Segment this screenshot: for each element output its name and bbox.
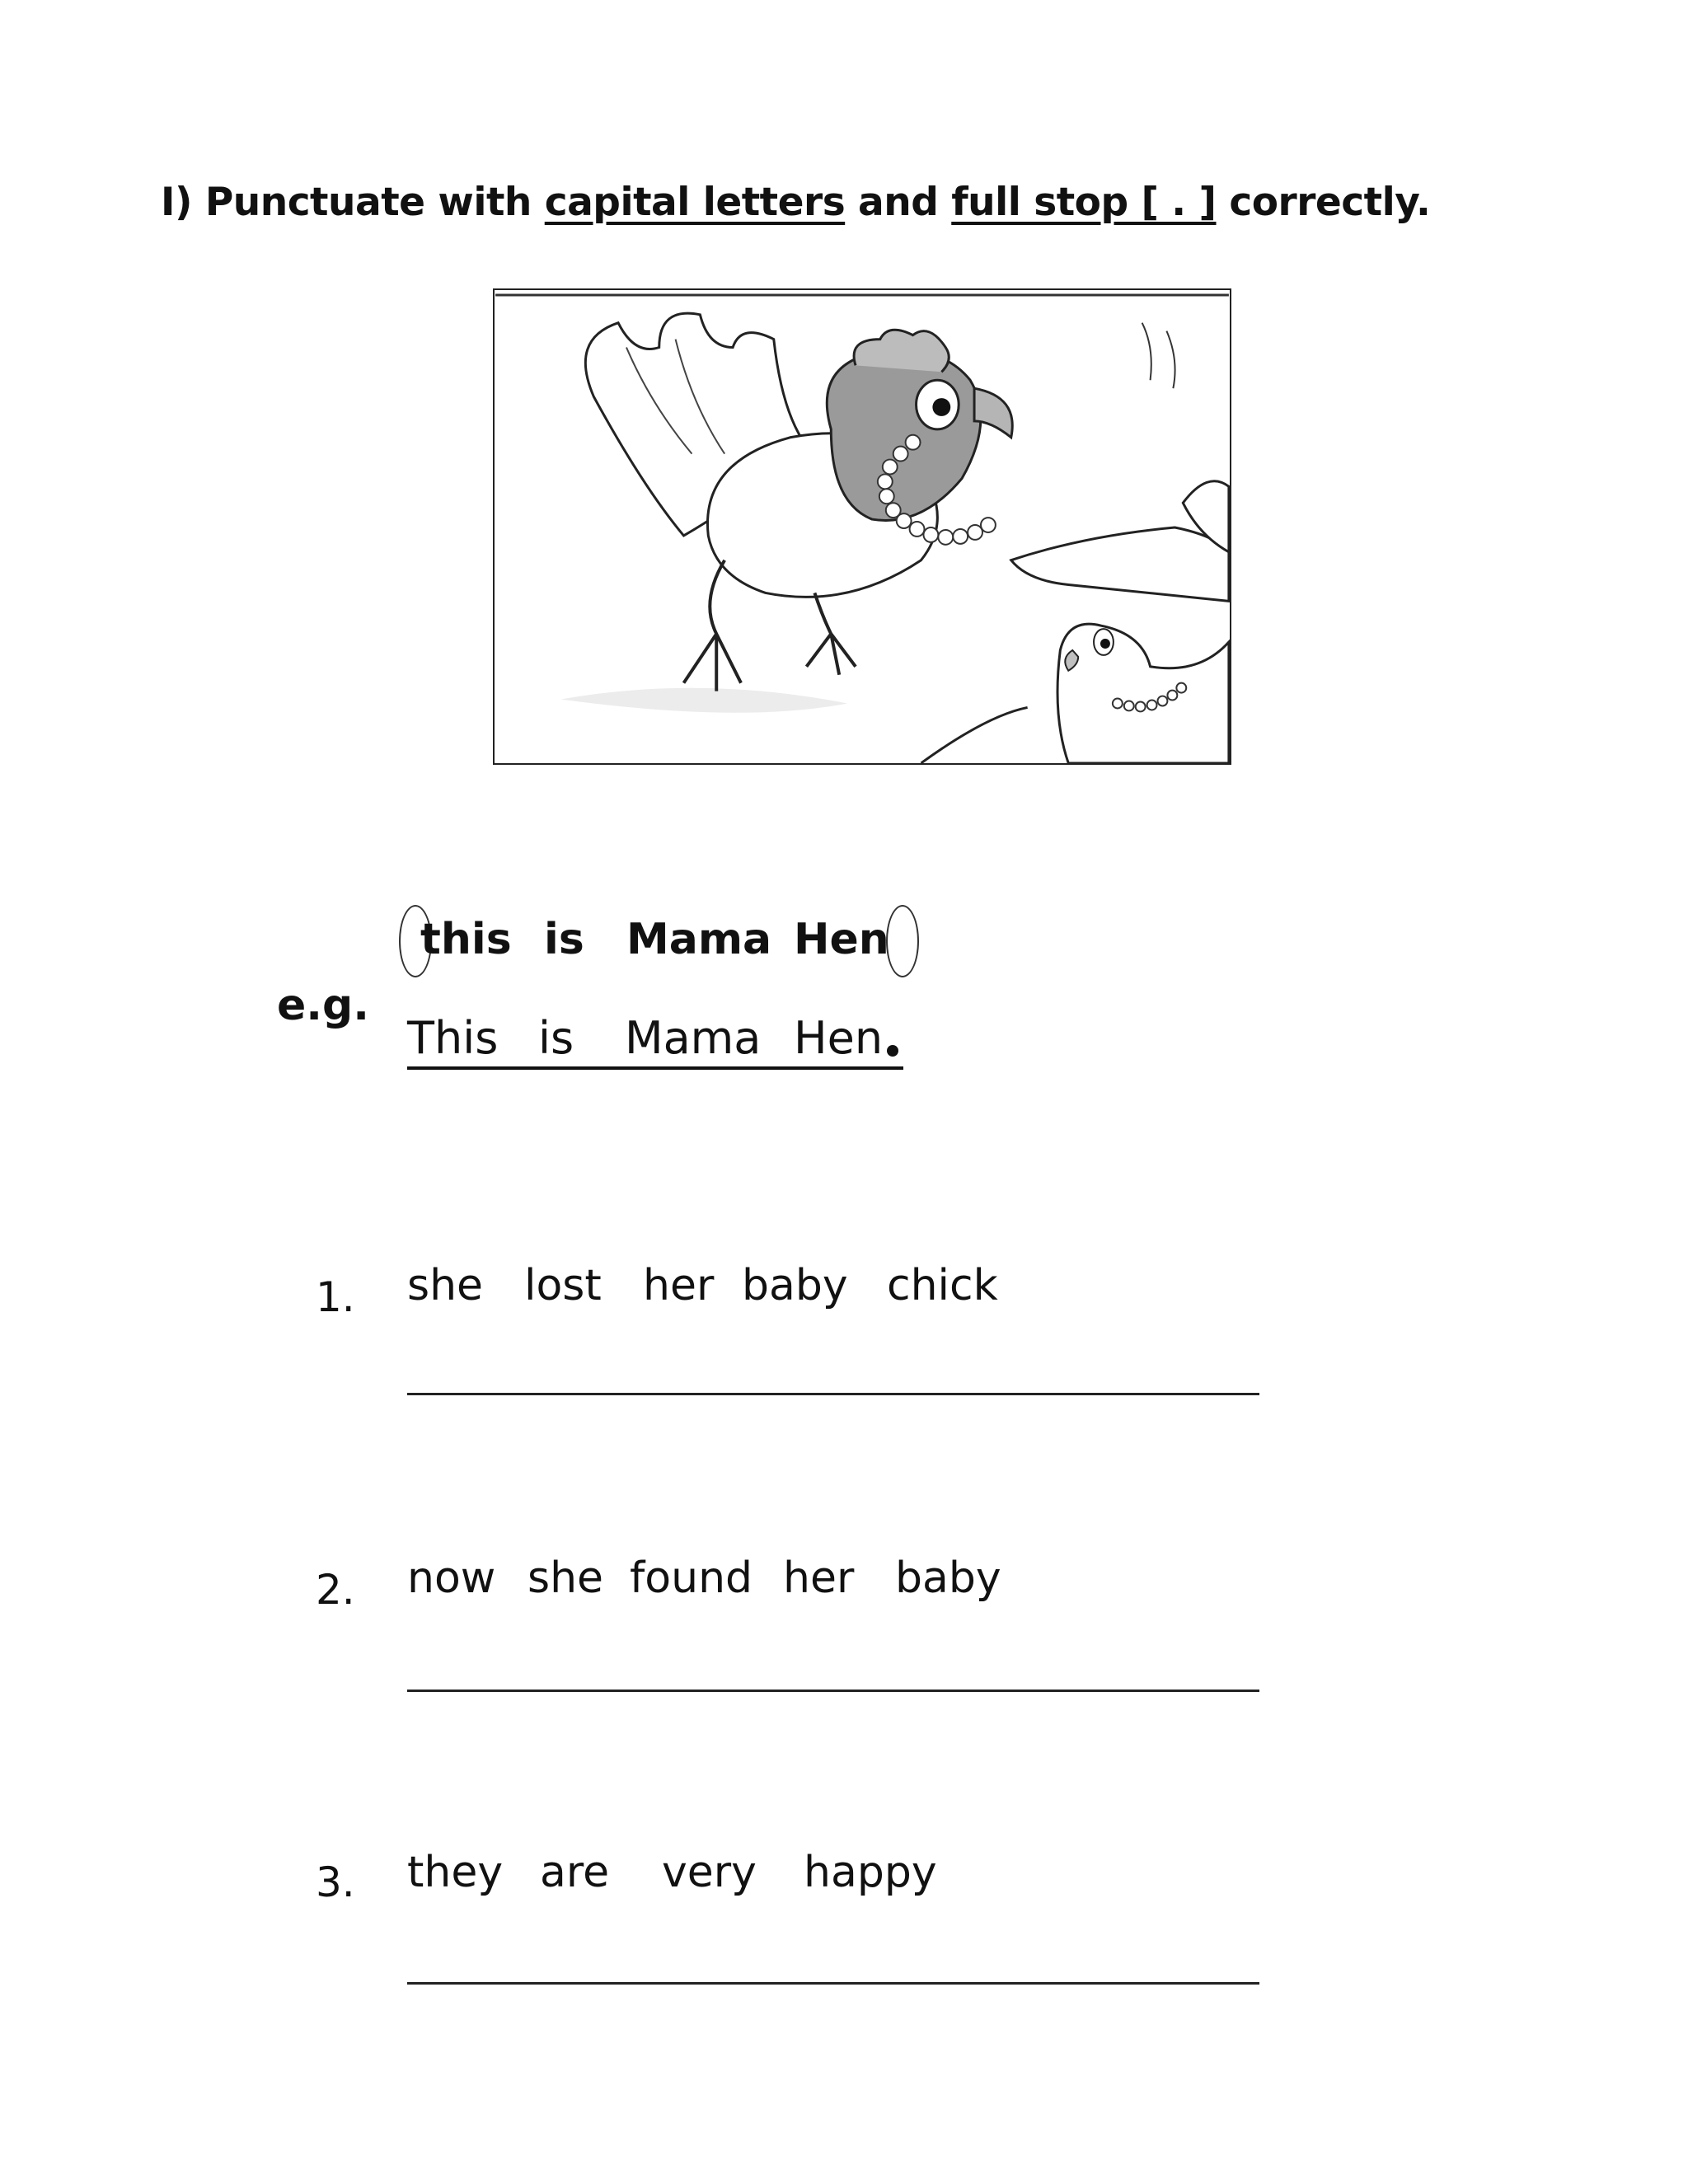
question-word: found <box>630 1554 753 1603</box>
example-word: Hen <box>794 915 889 964</box>
mama-hen-illustration <box>493 288 1231 765</box>
example-word: is <box>544 915 584 964</box>
example-answer-underline <box>407 1066 903 1070</box>
example-answer-word: Hen <box>794 1012 884 1064</box>
question-number: 2. <box>316 1566 355 1614</box>
example-full-stop <box>887 1045 898 1057</box>
question-word: very <box>662 1848 757 1897</box>
question-word: happy <box>804 1848 937 1897</box>
question-word: baby <box>742 1261 848 1310</box>
question-word: she <box>407 1261 484 1310</box>
answer-line-3[interactable] <box>407 1982 1259 1985</box>
example-end-circle <box>886 905 919 977</box>
example-answer-word: is <box>538 1012 574 1064</box>
example-answer-word: Mama <box>625 1012 762 1064</box>
question-word: are <box>540 1848 610 1897</box>
question-number: 3. <box>316 1858 355 1906</box>
question-word: they <box>407 1848 504 1897</box>
question-word: lost <box>524 1261 602 1310</box>
example-word: Mama <box>626 915 772 964</box>
instruction-term-capital-letters: capital letters <box>544 180 846 225</box>
instruction-heading <box>161 180 1430 225</box>
answer-line-1[interactable] <box>407 1393 1259 1395</box>
question-word: baby <box>895 1554 1001 1603</box>
instruction-prefix: I) Punctuate with <box>161 180 545 225</box>
instruction-term-full-stop: full stop [ . ] <box>951 180 1217 225</box>
example-word: this <box>420 915 512 964</box>
answer-line-2[interactable] <box>407 1690 1259 1692</box>
hen-and-chick-icon <box>495 290 1230 763</box>
question-word: she <box>528 1554 604 1603</box>
question-word: her <box>783 1554 855 1603</box>
example-answer-word: This <box>407 1012 499 1064</box>
question-word: chick <box>887 1261 998 1310</box>
question-word: now <box>407 1554 496 1603</box>
question-number: 1. <box>316 1273 355 1321</box>
question-word: her <box>643 1261 715 1310</box>
instruction-suffix: correctly. <box>1216 180 1431 225</box>
instruction-middle: and <box>845 180 952 225</box>
example-label: e.g. <box>277 981 369 1030</box>
